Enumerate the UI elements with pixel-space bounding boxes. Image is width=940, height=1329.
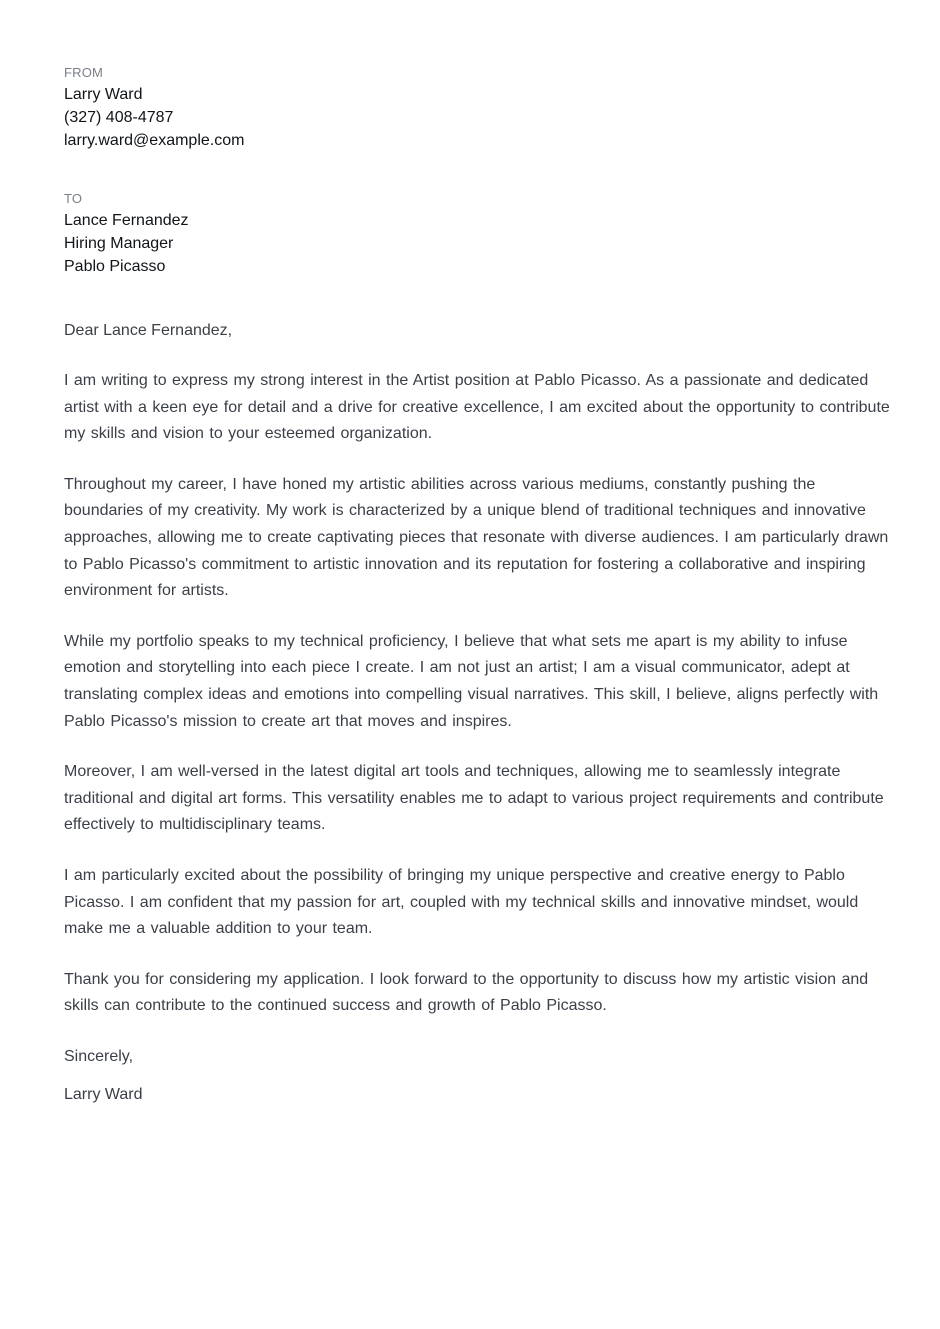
letter-paragraph: While my portfolio speaks to my technical proficiency, I believe that what sets me apart is my ability to infuse emotion and storytelling into each piece I create. I am not just an artist; I am a visual communicator, adept at translating complex ideas and emotions into compelling visual narratives. This skill, I believe, aligns perfectly with Pablo Picasso's mission to create art that moves and inspires. [64,632,879,730]
sender-phone: (327) 408-4787 [64,109,174,126]
recipient-company: Pablo Picasso [64,258,166,275]
cover-letter [64,63,894,1108]
letter-paragraph: Moreover, I am well-versed in the latest digital art tools and techniques, allowing me to seamlessly integrate traditional and digital art forms. This versatility enables me to adapt to various project requirements and contribute effectively to multidisciplinary teams. [64,763,884,834]
recipient-name: Lance Fernandez [64,212,189,229]
sender-name: Larry Ward [64,86,143,103]
letter-paragraph: I am particularly excited about the possibility of bringing my unique perspective and creative energy to Pablo Picasso. I am confident that my passion for art, coupled with my technical skills and innovative mindset, would make me a valuable addition to your team. [64,866,859,938]
to-label: TO [64,191,83,206]
sender-block [64,63,894,152]
letter-paragraph: Throughout my career, I have honed my artistic abilities across various mediums, constantly pushing the boundaries of my creativity. My work is characterized by a unique blend of traditional techniques and innovative approaches, allowing me to create captivating pieces that resonate with diverse audiences. I am particularly drawn to Pablo Picasso's commitment to artistic innovation and its reputation for fostering a collaborative and inspiring environment for artists. [64,475,889,600]
recipient-block [64,189,894,278]
from-label: FROM [64,65,104,80]
letter-paragraph: I am writing to express my strong interest in the Artist position at Pablo Picasso. As a passionate and dedicated artist with a keen eye for detail and a drive for creative excellence, I am excited about the opportunity to contribute my skills and vision to your esteemed organization. [64,372,890,443]
letter-paragraph: Thank you for considering my application. I look forward to the opportunity to discuss how my artistic vision and skills can contribute to the continued success and growth of Pablo Picasso. [64,970,869,1015]
letter-greeting: Dear Lance Fernandez, [64,322,233,339]
recipient-title: Hiring Manager [64,235,174,252]
letter-signature: Larry Ward [64,1085,143,1103]
sender-email: larry.ward@example.com [64,132,245,149]
letter-closing: Sincerely, [64,1047,134,1065]
